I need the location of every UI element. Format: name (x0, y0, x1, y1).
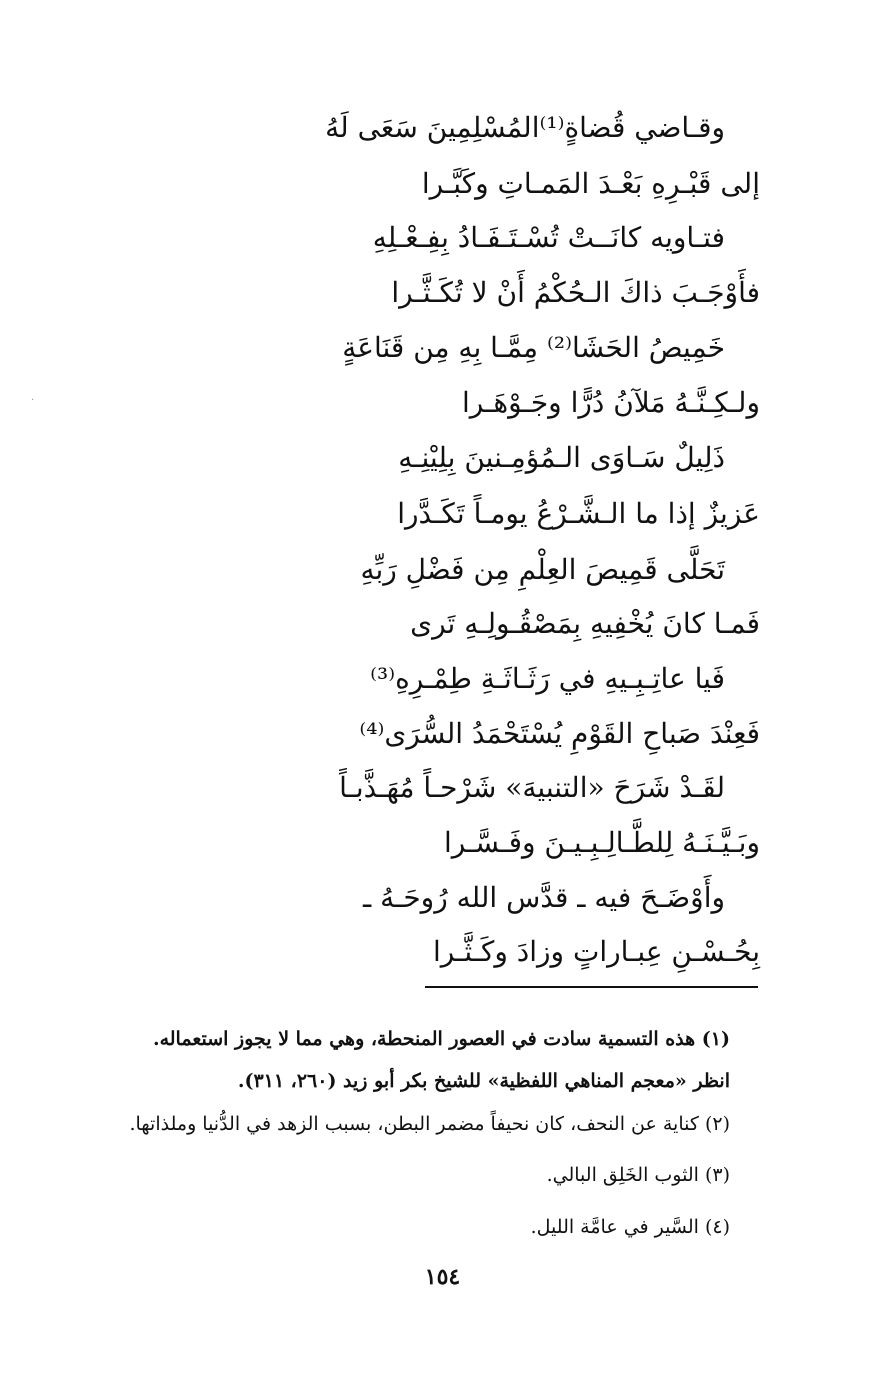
verse-line: فتـاويه كانَــتْ تُسْـتَـفَـادُ بِفِـعْـلِهِ (372, 221, 725, 254)
verse-line: فأَوْجَـبَ ذاكَ الـحُكْمُ أَنْ لا تُكَـثَّـرا (391, 276, 760, 309)
footnote-divider (425, 986, 758, 988)
footnote-1-reference: انظر «معجم المناهي اللفظية» للشيخ بكر أبو زيد (٢٦٠، ٣١١). (237, 1070, 730, 1092)
verse-line: بِحُـسْـنِ عِبـاراتٍ وزادَ وكَـثَّـرا (432, 935, 760, 968)
verse-line: فَعِنْدَ صَباحِ القَوْمِ يُسْتَحْمَدُ السُّرَى⁽⁴⁾ (359, 717, 760, 750)
footnote-4: (٤) السَّير في عامَّة الليل. (530, 1216, 730, 1238)
verse-line: وأَوْضَـحَ فيه ـ قدَّس الله رُوحَـهُ ـ (363, 881, 725, 914)
verse-line: فَمـا كانَ يُخْفِيهِ بِمَصْقُـولِـهِ تَرى (410, 607, 760, 640)
verse-line: ذَلِيلٌ سَـاوَى الـمُؤمِـنينَ بِلِيْنِـهِ (398, 441, 725, 474)
verse-line: تَحَلَّى قَمِيصَ العِلْمِ مِن فَضْلِ رَبِّهِ (360, 553, 725, 586)
verse-line: عَزيزٌ إذا ما الـشَّـرْعُ يومـاً تَكَـدَّرا (397, 497, 760, 530)
page-number: ١٥٤ (424, 1264, 461, 1290)
verse-line: فَيا عاتِـبِـيهِ في رَثَـاثَـةِ طِمْـرِهِ⁽³⁾ (370, 662, 725, 695)
scan-mark: · (31, 395, 35, 406)
verse-line: خَمِيصُ الحَشَا⁽²⁾ مِمَّـا بِهِ مِن قَنَاعَةٍ (342, 331, 725, 364)
verse-line: وبَـيَّـنَـهُ لِلطَّـالِـبِـيـنَ وفَـسَّـرا (443, 826, 760, 859)
footnote-1: (١) هذه التسمية سادت في العصور المنحطة، وهي مما لا يجوز استعماله. (152, 1028, 730, 1050)
verse-line: وقـاضي قُضاةٍ⁽¹⁾المُسْلِمِينَ سَعَى لَهُ (325, 111, 725, 144)
verse-line: إلى قَبْـرِهِ بَعْـدَ المَمـاتِ وكَبَّـرا (421, 167, 760, 200)
footnote-2: (٢) كناية عن النحف، كان نحيفاً مضمر البطن، بسبب الزهد في الدُّنيا وملذاتها. (129, 1113, 730, 1135)
verse-line: ولـكِـنَّـهُ مَلآنُ دُرًّا وجَـوْهَـرا (461, 386, 760, 419)
footnote-3: (٣) الثوب الخَلِق البالي. (546, 1164, 730, 1186)
verse-line: لقَـدْ شَرَحَ «التنبيهَ» شَرْحـاً مُهَـذَّبـاً (339, 771, 725, 804)
